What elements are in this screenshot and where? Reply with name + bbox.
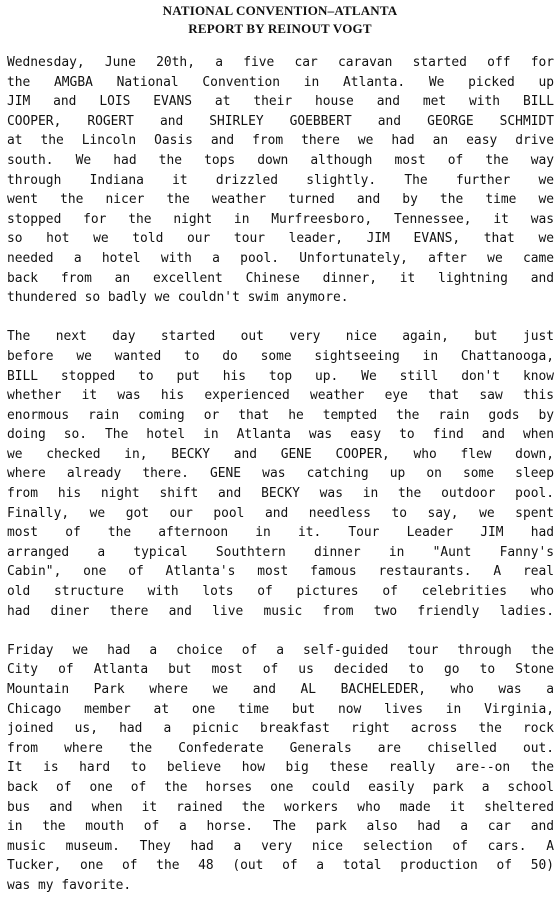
text-line: The next day started out very nice again, but just — [7, 329, 554, 345]
text-line: Chicago member at one time but now lives in Virginia, — [7, 701, 554, 717]
text-line: so hot we told our tour leader, JIM EVANS, that we — [7, 231, 554, 247]
text-line: bus and when it rained the workers who made it sheltered — [7, 799, 554, 815]
text-line: stopped for the night in Murfreesboro, Tennessee, it was — [7, 211, 554, 227]
text-line: from his night shift and BECKY was in the outdoor pool. — [7, 486, 554, 502]
text-line: arranged a typical Southtern dinner in "Aunt Fanny's — [7, 544, 554, 560]
article-body — [7, 53, 554, 915]
text-line: Friday we had a choice of a self-guided tour through the — [7, 642, 554, 658]
text-line: Cabin", one of Atlanta's most famous restaurants. A real — [7, 564, 554, 580]
text-line: was my favorite. — [7, 877, 132, 893]
text-line: doing so. The hotel in Atlanta was easy to find and when — [7, 427, 554, 443]
text-line: COOPER, ROGERT and SHIRLEY GOEBBERT and GEORGE SCHMIDT — [7, 113, 554, 129]
article-title: NATIONAL CONVENTION–ATLANTA — [162, 3, 398, 18]
text-line: joined us, had a picnic breakfast right across the rock — [7, 721, 554, 737]
text-line: old structure with lots of pictures of celebrities who — [7, 584, 554, 600]
text-line: needed a hotel with a pool. Unfortunately, after we came — [7, 250, 554, 266]
text-line: Mountain Park where we and AL BACHELEDER, who was a — [7, 682, 554, 697]
text-line: where already there. GENE was catching up on some sleep — [7, 466, 554, 482]
text-line: Tucker, one of the 48 (out of a total production of 50) — [7, 858, 554, 874]
text-line: enormous rain coming or that he tempted the rain gods by — [7, 407, 554, 423]
text-line: It is hard to believe how big these really are--on the — [7, 760, 554, 776]
text-line: City of Atlanta but most of us decided to go to Stone — [7, 662, 554, 678]
text-line: back of one of the horses one could easily park a school — [7, 779, 554, 795]
text-line: music museum. They had a very nice selection of cars. A — [7, 838, 554, 854]
text-line: in the mouth of a horse. The park also had a car and — [7, 819, 554, 835]
text-line: BILL stopped to put his top up. We still don't know — [7, 368, 554, 384]
text-line: had diner there and live music from two friendly ladies. — [7, 603, 554, 619]
paragraph-wednesday — [7, 53, 554, 308]
text-line: from where the Confederate Generals are chiselled out. — [7, 740, 554, 756]
text-line: Finally, we got our pool and needless to say, we spent — [7, 505, 554, 521]
text-line: before we wanted to do some sightseeing in Chattanooga, — [7, 348, 554, 364]
text-line: thundered so badly we couldn't swim anymore. — [7, 290, 349, 306]
text-line: most of the afternoon in it. Tour Leader JIM had — [7, 525, 554, 541]
text-line: at the Lincoln Oasis and from there we had an easy drive — [7, 133, 554, 149]
text-line: through Indiana it drizzled slightly. The further we — [7, 172, 554, 188]
text-line: JIM and LOIS EVANS at their house and met with BILL — [7, 94, 554, 110]
article-byline: REPORT BY REINOUT VOGT — [188, 21, 372, 36]
paragraph-friday — [7, 641, 554, 896]
text-line: south. We had the tops down although most of the way — [7, 152, 554, 168]
text-line: the AMGBA National Convention in Atlanta. We picked up — [7, 74, 554, 90]
paragraph-next-day — [7, 327, 554, 621]
text-line: Wednesday, June 20th, a five car caravan started off for — [7, 55, 554, 70]
text-line: went the nicer the weather turned and by the time we — [7, 192, 554, 208]
text-line: back from an excellent Chinese dinner, it lightning and — [7, 270, 554, 286]
text-line: whether it was his experienced weather eye that saw this — [7, 388, 554, 404]
text-line: we checked in, BECKY and GENE COOPER, who flew down, — [7, 446, 554, 462]
